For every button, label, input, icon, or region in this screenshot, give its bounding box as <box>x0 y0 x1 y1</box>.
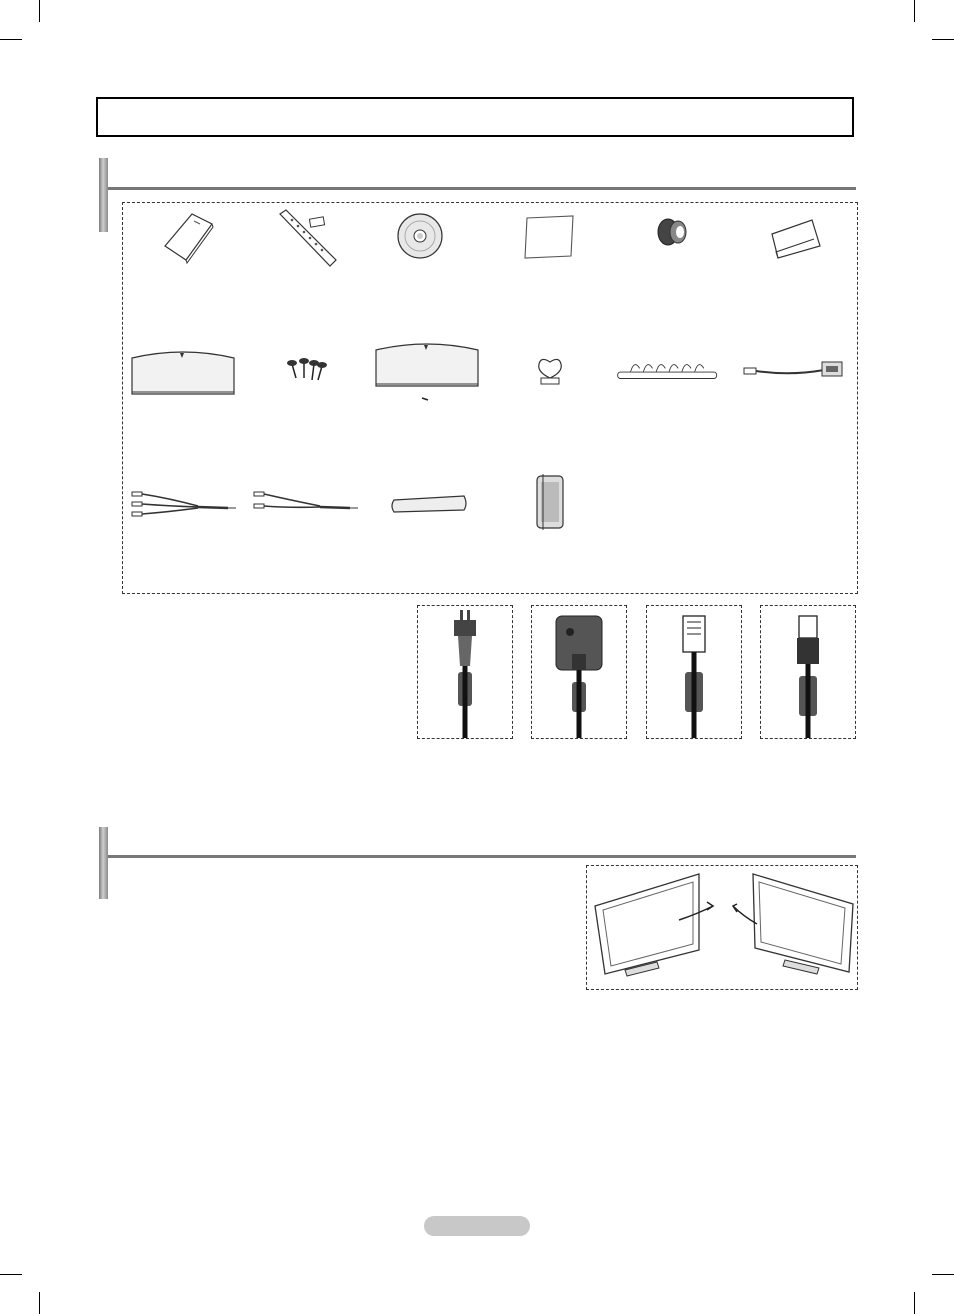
stand-cover-icon <box>128 338 238 408</box>
ferrite-core-icon <box>495 470 605 540</box>
crop-mark <box>914 0 915 22</box>
cd-disc-icon <box>365 206 475 276</box>
section-marker <box>99 158 108 232</box>
section-marker <box>99 827 108 899</box>
crop-mark <box>932 39 954 40</box>
manual-booklet-icon <box>130 206 240 276</box>
cleaning-cloth-icon <box>495 206 605 276</box>
swivel-panel <box>586 865 858 990</box>
cable-tie-holder-icon <box>495 338 605 408</box>
power-plug-ferrite-icon <box>417 605 513 739</box>
scart-cable-icon <box>740 338 850 408</box>
section-rule <box>108 855 856 858</box>
screws-icon <box>252 338 362 408</box>
cover-bottom-icon <box>376 476 486 546</box>
lan-ferrite-icon <box>646 605 742 739</box>
section-rule <box>108 187 856 190</box>
page-title-box <box>96 97 854 137</box>
adapter-ferrite-icon <box>531 605 627 739</box>
crop-mark <box>0 1274 22 1275</box>
tv-front-left-icon <box>595 874 699 976</box>
remote-control-icon <box>268 206 378 276</box>
crop-mark <box>932 1274 954 1275</box>
crop-mark <box>39 1292 40 1314</box>
hdmi-ferrite-icon <box>760 605 856 739</box>
tv-front-right-icon <box>753 874 853 974</box>
wire-holder-comb-icon <box>614 338 724 408</box>
component-cable-icon <box>250 476 360 546</box>
av-cable-icon <box>128 476 238 546</box>
crop-mark <box>0 39 22 40</box>
crop-mark <box>914 1292 915 1314</box>
page-number <box>424 1216 530 1236</box>
warranty-card-icon <box>742 206 852 276</box>
cable-holder-ring-icon <box>620 206 730 276</box>
stand-cover-with-screw-icon <box>372 336 482 406</box>
crop-mark <box>39 0 40 22</box>
